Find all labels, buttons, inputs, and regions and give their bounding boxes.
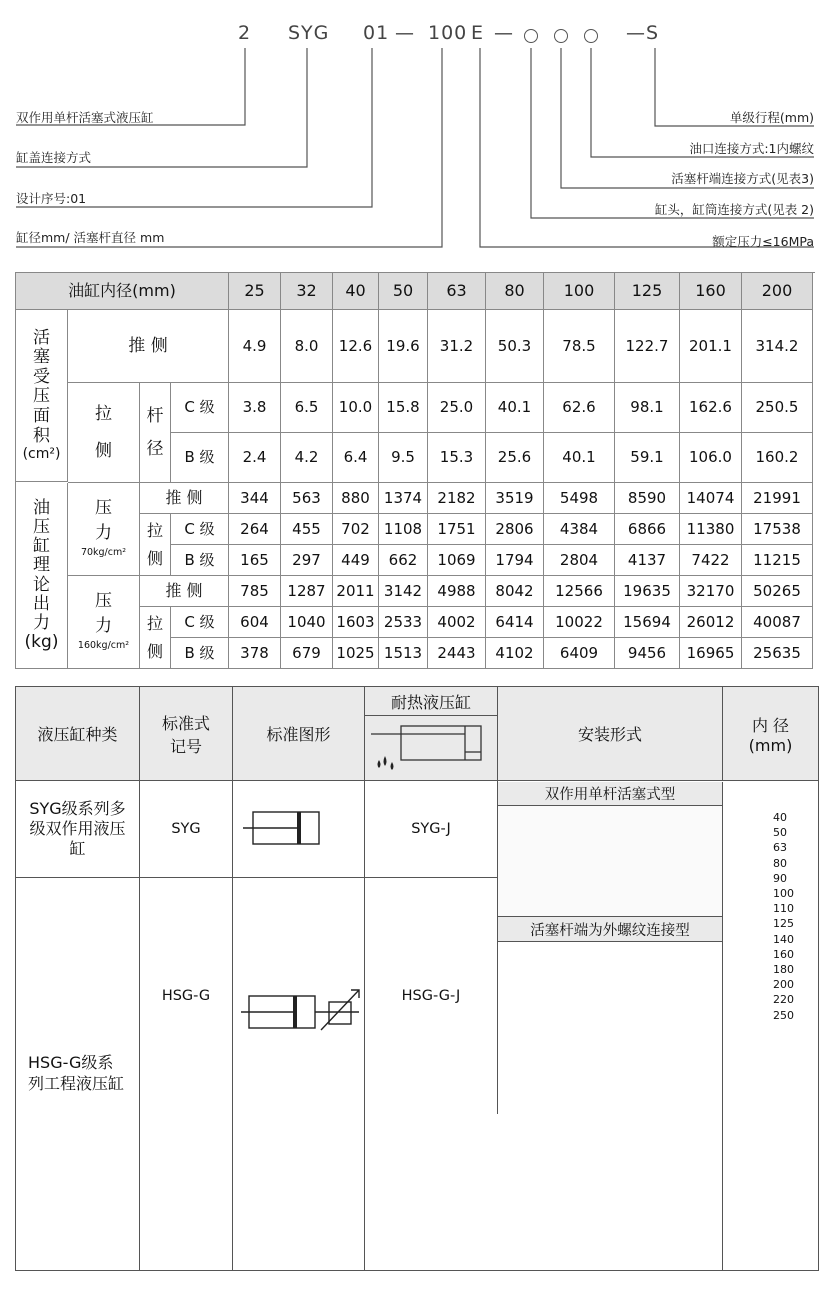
value-cell-f70_b: 662	[379, 545, 428, 576]
code-series: SYG	[288, 22, 330, 44]
value-cell-f70_push: 1374	[379, 483, 428, 514]
pressure-text: 压	[95, 498, 112, 519]
code-pressure: E	[471, 22, 485, 44]
bore-header: 32	[281, 273, 333, 310]
value-cell-f70_push: 2182	[428, 483, 486, 514]
mount-double-acting: 双作用单杆活塞式型	[498, 782, 723, 806]
label-cover-connection: 缸盖连接方式	[16, 150, 92, 165]
value-cell-f70_b: 297	[281, 545, 333, 576]
value-cell-area_push: 4.9	[229, 310, 281, 383]
value-cell-f160_c: 10022	[544, 607, 615, 638]
row-syg-heat: SYG-J	[365, 781, 498, 878]
bore-list-item: 63	[773, 841, 787, 855]
bore-list-item: 90	[773, 871, 787, 885]
cylinder-with-valve-icon	[233, 878, 365, 1138]
grade-b-160-label: B 级	[171, 638, 229, 669]
value-cell-f160_push: 4988	[428, 576, 486, 607]
bore-list-item: 140	[773, 932, 794, 946]
pressure-70-unit: 70kg/cm²	[80, 547, 127, 559]
header-symbol-line2: 记号	[169, 736, 202, 756]
value-cell-area_push: 50.3	[486, 310, 544, 383]
rod-text: 杆	[146, 405, 164, 426]
value-cell-area_b: 25.6	[486, 433, 544, 483]
value-cell-f160_push: 19635	[615, 576, 680, 607]
pull-text: 拉	[146, 520, 163, 540]
bore-list-item: 220	[773, 993, 794, 1007]
header-bore-label: 油缸内径(mm)	[16, 273, 229, 310]
bore-list-item: 200	[773, 978, 794, 992]
value-cell-f160_push: 12566	[544, 576, 615, 607]
value-cell-area_c: 162.6	[680, 383, 742, 433]
value-cell-f160_b: 378	[229, 638, 281, 669]
value-cell-f70_push: 21991	[742, 483, 813, 514]
leader-lines	[0, 0, 828, 262]
spec-table	[15, 272, 815, 669]
bore-header: 50	[379, 273, 428, 310]
value-cell-f160_b: 6409	[544, 638, 615, 669]
value-cell-f160_push: 3142	[379, 576, 428, 607]
value-cell-f70_b: 449	[333, 545, 379, 576]
value-cell-f160_push: 50265	[742, 576, 813, 607]
value-cell-f70_c: 11380	[680, 514, 742, 545]
label-design-no: 设计序号:01	[16, 191, 87, 206]
value-cell-area_b: 15.3	[428, 433, 486, 483]
bore-list-item: 50	[773, 826, 787, 840]
value-cell-area_push: 12.6	[333, 310, 379, 383]
pull-text: 拉	[95, 403, 112, 424]
value-cell-f160_push: 2011	[333, 576, 379, 607]
value-cell-f160_push: 785	[229, 576, 281, 607]
pull-text-2: 侧	[146, 641, 163, 661]
code-digit: 2	[238, 22, 252, 44]
value-cell-f70_push: 8590	[615, 483, 680, 514]
value-cell-f70_b: 4137	[615, 545, 680, 576]
value-cell-f160_b: 1513	[379, 638, 428, 669]
pull-70-label	[140, 514, 171, 576]
value-cell-f160_c: 4002	[428, 607, 486, 638]
value-cell-area_b: 160.2	[742, 433, 813, 483]
grade-c-label: C 级	[171, 383, 229, 433]
row-hsg-heat: HSG-G-J	[365, 878, 498, 1114]
value-cell-f70_c: 1751	[428, 514, 486, 545]
force-unit: (kg)	[24, 631, 59, 652]
push-160-label: 推 侧	[140, 576, 229, 607]
value-cell-f70_push: 880	[333, 483, 379, 514]
value-cell-area_c: 6.5	[281, 383, 333, 433]
area-group-text: 活塞受压面积	[33, 327, 50, 446]
value-cell-f70_b: 1794	[486, 545, 544, 576]
value-cell-area_c: 250.5	[742, 383, 813, 433]
value-cell-f160_c: 26012	[680, 607, 742, 638]
header-mount: 安装形式	[498, 687, 723, 781]
pull-text-2: 侧	[95, 440, 112, 461]
row-syg-symbol: SYG	[140, 781, 233, 878]
bore-header: 40	[333, 273, 379, 310]
label-double-acting: 双作用单杆活塞式液压缸	[16, 110, 154, 125]
value-cell-f160_b: 1025	[333, 638, 379, 669]
row-syg-figure	[233, 781, 365, 878]
value-cell-area_b: 9.5	[379, 433, 428, 483]
bore-header: 100	[544, 273, 615, 310]
label-bore-rod: 缸径mm/ 活塞杆直径 mm	[16, 230, 165, 245]
value-cell-area_c: 98.1	[615, 383, 680, 433]
bore-list	[723, 782, 818, 1270]
value-cell-f70_b: 2804	[544, 545, 615, 576]
header-symbol-line1: 标准式	[161, 713, 210, 733]
code-dash: —	[395, 22, 415, 44]
bore-header: 125	[615, 273, 680, 310]
value-cell-f70_c: 1108	[379, 514, 428, 545]
value-cell-f160_b: 16965	[680, 638, 742, 669]
value-cell-f70_c: 264	[229, 514, 281, 545]
label-head-connection: 缸头，缸筒连接方式(见表 2)	[654, 202, 814, 217]
label-rod-end: 活塞杆端连接方式(见表3)	[671, 171, 814, 186]
value-cell-area_b: 40.1	[544, 433, 615, 483]
bore-header: 25	[229, 273, 281, 310]
grade-c-70-label: C 级	[171, 514, 229, 545]
value-cell-f70_b: 11215	[742, 545, 813, 576]
row-syg-kind: SYG级系列多级双作用液压缸	[16, 781, 140, 878]
heat-cylinder-icon	[365, 716, 498, 780]
code-dash: —	[494, 22, 514, 44]
area-group-label	[16, 310, 68, 482]
header-bore	[723, 687, 818, 781]
double-acting-cylinder-icon	[233, 781, 365, 878]
pressure-70-label	[68, 483, 140, 576]
bore-header: 200	[742, 273, 813, 310]
value-cell-f160_push: 8042	[486, 576, 544, 607]
bore-list-item: 180	[773, 963, 794, 977]
value-cell-f70_b: 7422	[680, 545, 742, 576]
value-cell-f70_c: 6866	[615, 514, 680, 545]
value-cell-area_b: 106.0	[680, 433, 742, 483]
bore-header: 160	[680, 273, 742, 310]
label-stroke: 单级行程(mm)	[729, 110, 814, 125]
value-cell-area_b: 59.1	[615, 433, 680, 483]
value-cell-f160_b: 4102	[486, 638, 544, 669]
value-cell-f70_c: 4384	[544, 514, 615, 545]
value-cell-area_push: 201.1	[680, 310, 742, 383]
value-cell-f70_b: 165	[229, 545, 281, 576]
force-group-label	[16, 483, 68, 669]
header-heat-label: 耐热液压缸	[365, 687, 497, 716]
area-unit: (cm²)	[22, 446, 61, 463]
value-cell-f160_b: 679	[281, 638, 333, 669]
grade-b-70-label: B 级	[171, 545, 229, 576]
bore-header: 80	[486, 273, 544, 310]
label-rated-pressure: 额定压力≤16MPa	[712, 234, 814, 249]
value-cell-area_c: 40.1	[486, 383, 544, 433]
header-kind: 液压缸种类	[16, 687, 140, 781]
pressure-text-2: 力	[95, 522, 112, 543]
mount-rod-thread: 活塞杆端为外螺纹连接型	[498, 916, 723, 942]
value-cell-area_push: 31.2	[428, 310, 486, 383]
value-cell-f160_c: 1603	[333, 607, 379, 638]
value-cell-area_push: 78.5	[544, 310, 615, 383]
value-cell-area_b: 2.4	[229, 433, 281, 483]
value-cell-area_c: 62.6	[544, 383, 615, 433]
force-group-text: 油压缸理论出力	[33, 498, 50, 633]
pull-160-label	[140, 607, 171, 669]
pressure-text-2: 力	[95, 615, 112, 636]
value-cell-f70_push: 344	[229, 483, 281, 514]
value-cell-f70_c: 455	[281, 514, 333, 545]
value-cell-area_push: 19.6	[379, 310, 428, 383]
type-table	[15, 686, 819, 1271]
pressure-160-label	[68, 576, 140, 669]
value-cell-area_c: 15.8	[379, 383, 428, 433]
code-stroke: —S	[626, 22, 660, 44]
bore-list-item: 100	[773, 887, 794, 901]
value-cell-f70_c: 702	[333, 514, 379, 545]
value-cell-f160_b: 2443	[428, 638, 486, 669]
bore-header: 63	[428, 273, 486, 310]
value-cell-f70_c: 17538	[742, 514, 813, 545]
push-side-label: 推 侧	[68, 310, 229, 383]
pull-text: 拉	[146, 613, 163, 633]
header-heat	[365, 687, 498, 781]
header-symbol	[140, 687, 233, 781]
pull-text-2: 侧	[146, 548, 163, 568]
value-cell-f160_push: 1287	[281, 576, 333, 607]
row-hsg-symbol: HSG-G	[140, 878, 233, 1114]
row-hsg-figure	[233, 878, 365, 1270]
value-cell-f160_c: 1040	[281, 607, 333, 638]
model-code-diagram	[0, 0, 828, 262]
value-cell-f160_c: 15694	[615, 607, 680, 638]
value-cell-area_c: 10.0	[333, 383, 379, 433]
bore-list-item: 40	[773, 811, 787, 824]
value-cell-f160_push: 32170	[680, 576, 742, 607]
value-cell-area_b: 6.4	[333, 433, 379, 483]
bore-list-item: 160	[773, 947, 794, 961]
bore-list-item: 250	[773, 1008, 794, 1022]
grade-b-label: B 级	[171, 433, 229, 483]
mount-image-2	[498, 942, 723, 1270]
row-hsg-kind: HSG-G级系列工程液压缸	[16, 878, 140, 1270]
value-cell-f160_b: 25635	[742, 638, 813, 669]
value-cell-f160_c: 6414	[486, 607, 544, 638]
value-cell-area_push: 122.7	[615, 310, 680, 383]
grade-c-160-label: C 级	[171, 607, 229, 638]
header-bore-line1: 内 径	[751, 715, 790, 735]
header-bore-line2: (mm)	[748, 735, 793, 755]
value-cell-f70_push: 563	[281, 483, 333, 514]
bore-list-item: 80	[773, 856, 787, 870]
value-cell-f160_c: 40087	[742, 607, 813, 638]
push-70-label: 推 侧	[140, 483, 229, 514]
pressure-160-unit: 160kg/cm²	[77, 640, 130, 652]
value-cell-f160_c: 2533	[379, 607, 428, 638]
mount-image-1	[498, 806, 723, 916]
value-cell-f160_c: 604	[229, 607, 281, 638]
code-design-no: 01	[363, 22, 390, 44]
value-cell-f70_push: 3519	[486, 483, 544, 514]
value-cell-f160_b: 9456	[615, 638, 680, 669]
value-cell-f70_push: 14074	[680, 483, 742, 514]
value-cell-f70_b: 1069	[428, 545, 486, 576]
code-bore: 100	[428, 22, 468, 44]
label-port: 油口连接方式:1内螺纹	[689, 141, 814, 156]
value-cell-area_b: 4.2	[281, 433, 333, 483]
value-cell-f70_push: 5498	[544, 483, 615, 514]
bore-list-item: 110	[773, 902, 794, 916]
value-cell-area_push: 8.0	[281, 310, 333, 383]
rod-text-2: 径	[146, 438, 164, 459]
bore-list-item: 125	[773, 917, 794, 931]
value-cell-area_c: 25.0	[428, 383, 486, 433]
pressure-text: 压	[95, 591, 112, 612]
value-cell-area_push: 314.2	[742, 310, 813, 383]
header-figure: 标准图形	[233, 687, 365, 781]
value-cell-area_c: 3.8	[229, 383, 281, 433]
pull-side-label	[68, 383, 140, 483]
rod-label	[140, 383, 171, 483]
value-cell-f70_c: 2806	[486, 514, 544, 545]
